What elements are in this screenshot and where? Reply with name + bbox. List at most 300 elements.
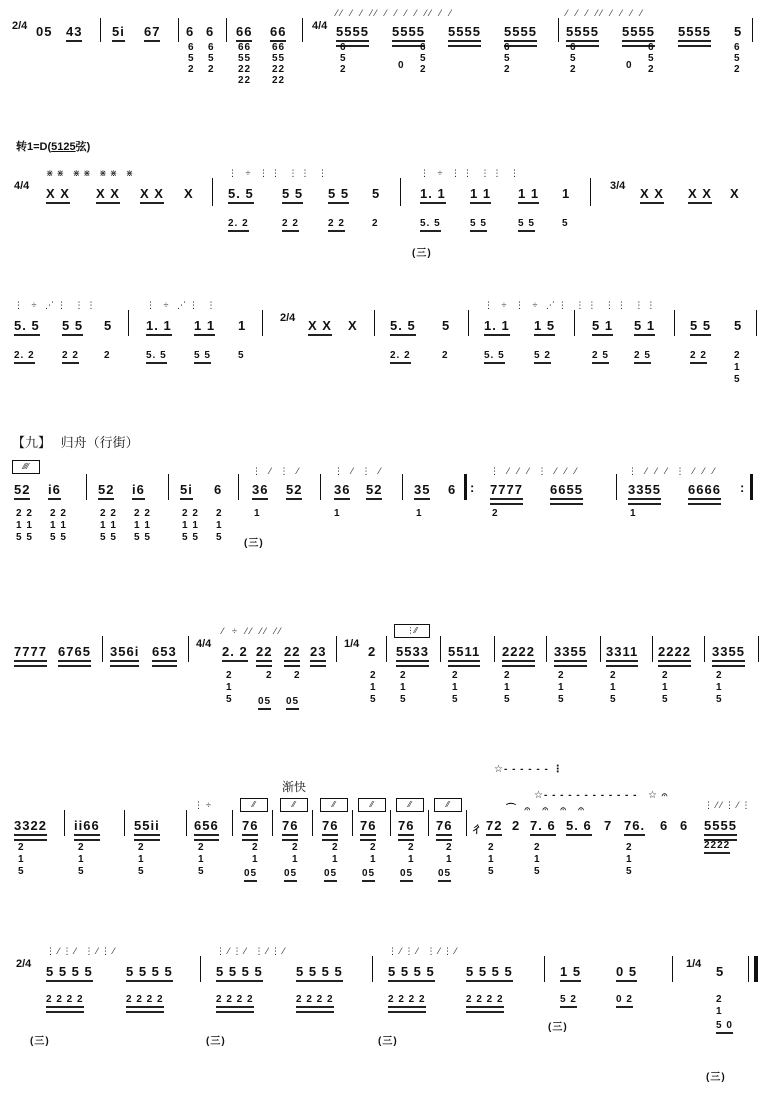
note-group: 2 5 (634, 350, 651, 364)
note-group: 05 (36, 24, 53, 39)
chord-stack: 2 1 5 (488, 842, 495, 877)
barline (440, 636, 441, 662)
note-group: 1 1 (194, 318, 215, 336)
ornament-mark: ☆- - - - - - ⋮ (494, 764, 564, 775)
note-group: 5 5 (328, 186, 349, 204)
repeat-dots: : (470, 480, 476, 495)
note-group: 5511 (448, 644, 480, 662)
note-group: i6 (132, 482, 145, 500)
technique-marks: ⋮ ⁄ ⁄ ⁄ ⋮ ⁄ ⁄ ⁄ (628, 466, 718, 476)
note-group: 6666 (688, 482, 721, 500)
note: 6 (186, 24, 195, 39)
technique-marks: ⋮ ÷ ⋮ ÷ ⋰⋮ ⋮⋮ ⋮⋮ ⋮⋮ (484, 300, 659, 310)
technique-marks: ⋮ ÷ ⋰⋮ ⋮⋮ (14, 300, 99, 310)
note-group: 1. 1 (420, 186, 446, 204)
chord-stack: 6 5 2 (420, 42, 427, 75)
barline (374, 310, 375, 336)
chord-stack: 2 2 1 1 5 5 (134, 508, 151, 543)
section-header (12, 432, 139, 451)
technique-marks: ⁄ ÷ ⁄⁄ ⁄⁄ ⁄⁄ (222, 626, 284, 636)
barline (616, 474, 617, 500)
technique-marks: ⋮ ⁄ ⋮ ⁄ (252, 466, 302, 476)
note-group: 3355 (712, 644, 745, 662)
technique-box: ⋮⁄⁄ (394, 624, 430, 638)
note-group: 5 5 5 5 (46, 964, 93, 982)
time-signature: 4/4 (14, 180, 30, 192)
note-group: 76 (436, 818, 452, 836)
chord-stack: 2 1 5 (504, 670, 511, 705)
note-group: 67 (144, 24, 160, 42)
barline (124, 810, 125, 836)
note: 2 (372, 218, 379, 229)
technique-marks: ⋮ ⁄ ⋮ ⁄ (334, 466, 384, 476)
note-group: 2 5 (592, 350, 609, 364)
chord-stack: 6 5 2 (188, 42, 195, 75)
chord-stack: 2 2 1 1 5 5 (182, 508, 199, 543)
note-group: 5 5 (690, 318, 711, 336)
key-change (16, 138, 90, 154)
repeat-barline (464, 474, 467, 500)
note-group: 5 5 (282, 186, 303, 204)
note-group: 5. 5 (146, 350, 167, 364)
barline (232, 810, 233, 836)
note-group: 23 (310, 644, 326, 662)
note-group: 66 (270, 24, 286, 42)
note: 2 1 5 (734, 350, 741, 385)
note-group: 52 (286, 482, 302, 500)
technique-marks: ⋮⁄⋮⁄ ⋮⁄⋮⁄ (46, 946, 118, 956)
chord-stack: 2 2 1 1 5 5 (100, 508, 117, 543)
barline (390, 810, 391, 836)
note-group: 76 (322, 818, 338, 836)
technique-symbol: (三) (30, 1036, 50, 1047)
note-group: 5533 (396, 644, 429, 662)
note-group: 2222 (704, 840, 730, 854)
note-group: 5 5 (518, 218, 535, 232)
technique-marks: ⋮ ÷ ⋮⋮ ⋮⋮ ⋮ (420, 168, 522, 178)
note-group: 76 (282, 818, 298, 836)
tempo-marking: 渐快 (282, 780, 307, 794)
barline (752, 18, 753, 42)
note-group: 5 5 (470, 218, 487, 232)
chord-stack: 6 5 2 (340, 42, 347, 75)
barline (558, 18, 559, 42)
note-group: 3311 (606, 644, 638, 662)
note-group: 2 2 (328, 218, 345, 232)
chord-stack: 2 1 5 (716, 670, 723, 705)
note: 6 (206, 24, 215, 39)
note-group: 5555 (566, 24, 599, 42)
technique-symbol: (三) (412, 248, 432, 259)
note: 7 (604, 818, 613, 833)
barline (672, 956, 673, 982)
time-signature: 2/4 (280, 312, 296, 324)
barline (402, 474, 403, 500)
note-group: 5 5 (194, 350, 211, 364)
chord-stack: 1 (334, 508, 341, 519)
barline (168, 474, 169, 500)
technique-marks: ⋮⁄⋮⁄ ⋮⁄⋮⁄ (216, 946, 288, 956)
chord-stack: 2 1 5 (370, 670, 377, 705)
note: 2 (368, 644, 377, 659)
chord-stack: 2 (492, 508, 499, 519)
note: 6 (448, 482, 457, 497)
technique-box: ⁄⁄ (280, 798, 308, 812)
chord-stack: 2 1 5 (662, 670, 669, 705)
barline (178, 18, 179, 42)
note: 5 (238, 350, 245, 361)
technique-box: ⁄⁄ (240, 798, 268, 812)
final-barline-thin (748, 956, 749, 982)
note: 2 (104, 350, 111, 361)
note-group: 2 2 (690, 350, 707, 364)
barline (590, 178, 591, 206)
note-group: 2. 2 (390, 350, 411, 364)
barline (128, 310, 129, 336)
note-group: 0 2 (616, 994, 633, 1008)
technique-marks: ⋮⁄⁄⋮⁄⋮ (704, 800, 754, 810)
note-group: 2. 2 (222, 644, 248, 662)
note-group: X X (308, 318, 332, 336)
note-group: 7. 6 (530, 818, 556, 836)
chord-stack: 2 1 (408, 842, 415, 865)
chord-stack: 2 1 5 (138, 842, 145, 877)
note-group: 7777 (490, 482, 523, 500)
note-group: 2 2 2 2 (46, 994, 84, 1008)
barline (372, 956, 373, 982)
chord-stack: 1 (254, 508, 261, 519)
note: X (730, 186, 740, 201)
note-group: X X (140, 186, 164, 204)
note: 1 (562, 186, 571, 201)
chord-stack: 2 1 (252, 842, 259, 865)
note-group: X X (688, 186, 712, 204)
note-group: 05 (400, 868, 413, 882)
chord-stack: 0 (626, 60, 633, 71)
note-group: 36 (252, 482, 268, 500)
note-group: 52 (14, 482, 30, 500)
barline (428, 810, 429, 836)
note-group: 2. 2 (228, 218, 249, 232)
note-group: 5 2 (534, 350, 551, 364)
note: 6 (214, 482, 223, 497)
chord-stack: 1 (416, 508, 423, 519)
note-group: 76 (398, 818, 414, 836)
technique-symbol: (三) (244, 538, 264, 549)
note-group: 5 5 5 5 (216, 964, 263, 982)
note-group: 76 (360, 818, 376, 836)
note-group: 2 2 (282, 218, 299, 232)
chord-stack: 2 1 5 (534, 842, 541, 877)
barline (758, 636, 759, 662)
technique-box: ⁄⁄⁄⁄ (12, 460, 40, 474)
note-group: 5. 5 (228, 186, 254, 204)
note-group: 5555 (336, 24, 369, 42)
note-group: 05 (284, 868, 297, 882)
note: 6 (680, 818, 689, 833)
technique-symbol: (三) (548, 1022, 568, 1033)
chord-stack: 6 5 2 (570, 42, 577, 75)
chord-stack: 2 2 1 1 5 5 (50, 508, 67, 543)
chord-stack: 2 1 (716, 994, 723, 1017)
ornament-mark: ☆- - - - - - - - - - - - (534, 790, 638, 801)
chord-stack: 1 (630, 508, 637, 519)
barline (272, 810, 273, 836)
chord-stack: 2 1 5 (400, 670, 407, 705)
chord-stack: 6 5 2 (208, 42, 215, 75)
note-group: 5. 5 (390, 318, 416, 336)
key-change-label: 转1=D( (16, 141, 52, 153)
note: 5 (104, 318, 113, 333)
note: 5 (734, 24, 743, 39)
note: 1 (238, 318, 247, 333)
technique-box: ⁄⁄ (396, 798, 424, 812)
note-group: 5 1 (592, 318, 613, 336)
chord-stack: 2 (294, 670, 301, 681)
barline (226, 18, 227, 42)
barline (64, 810, 65, 836)
barline (186, 810, 187, 836)
note-group: 5 2 (560, 994, 577, 1008)
time-signature: 1/4 (686, 958, 702, 970)
barline (704, 636, 705, 662)
note-group: 5 0 (716, 1020, 733, 1034)
chord-stack: 2 1 (446, 842, 453, 865)
note-group: 2 2 2 2 (388, 994, 426, 1008)
note-group: 1 1 (470, 186, 491, 204)
technique-symbol: (三) (378, 1036, 398, 1047)
note: 5 (562, 218, 569, 229)
barline (188, 636, 189, 662)
note-group: 5. 5 (14, 318, 40, 336)
note-group: 2. 2 (14, 350, 35, 364)
barline (238, 474, 239, 500)
note-group: 3322 (14, 818, 47, 836)
chord-stack: 66 55 22 22 (238, 42, 252, 86)
note-group: 76 (242, 818, 258, 836)
note-group: 656 (194, 818, 219, 836)
note-group: ii66 (74, 818, 100, 836)
chord-stack: 6 5 2 (648, 42, 655, 75)
barline (546, 636, 547, 662)
note-group: 2 2 2 2 (126, 994, 164, 1008)
note-group: 2 2 2 2 (216, 994, 254, 1008)
note-group: i6 (48, 482, 61, 500)
chord-stack: 2 1 5 (452, 670, 459, 705)
barline (494, 636, 495, 662)
technique-marks: ⋮ ⁄ ⁄ ⁄ ⋮ ⁄ ⁄ ⁄ (490, 466, 580, 476)
note-group: 05 (438, 868, 451, 882)
time-signature: 4/4 (196, 638, 212, 650)
fermata-marks: ☆ 𝄐 (648, 790, 669, 801)
note-group: 1 5 (560, 964, 581, 982)
note: X (184, 186, 194, 201)
note-group: 7777 (14, 644, 47, 662)
section-title: 归舟（行街） (60, 435, 139, 450)
barline (574, 310, 575, 336)
technique-symbol: (三) (206, 1036, 226, 1047)
time-signature: 1/4 (344, 638, 360, 650)
note-group: 5555 (392, 24, 425, 42)
barline (102, 636, 103, 662)
note-group: 66 (236, 24, 252, 42)
barline (400, 178, 401, 206)
technique-marks: ⋮ ÷ ⋮⋮ ⋮⋮ ⋮ (228, 168, 330, 178)
note-group: 43 (66, 24, 82, 42)
note-group: 05 (286, 696, 299, 710)
chord-stack: 2 1 5 (610, 670, 617, 705)
chord-stack: 2 1 (332, 842, 339, 865)
note: 2 (512, 818, 521, 833)
section-marker: 【九】 (12, 435, 52, 450)
note-group: 76. (624, 818, 645, 836)
note-group: 653 (152, 644, 177, 662)
note-group: 5. 5 (484, 350, 505, 364)
note-group: 3355 (628, 482, 661, 500)
note-group: 1 1 (518, 186, 539, 204)
note-group: 5 5 (62, 318, 83, 336)
note-group: 5555 (448, 24, 481, 42)
note-group: 0 5 (616, 964, 637, 982)
note-group: X X (96, 186, 120, 204)
note-group: 3355 (554, 644, 587, 662)
barline (100, 18, 101, 42)
time-signature: 2/4 (12, 20, 28, 32)
barline (468, 310, 469, 336)
technique-marks: ⋮⁄⋮⁄ ⋮⁄⋮⁄ (388, 946, 460, 956)
chord-stack: 2 2 1 1 5 5 (16, 508, 33, 543)
time-signature: 2/4 (16, 958, 32, 970)
note-group: 5i (180, 482, 193, 500)
barline (336, 636, 337, 662)
chord-stack: 0 (398, 60, 405, 71)
chord-stack: 2 1 5 (216, 508, 223, 543)
note-group: 5 5 5 5 (466, 964, 513, 982)
note-group: 22 (256, 644, 272, 662)
note-group: 2 2 (62, 350, 79, 364)
note: 5 (442, 318, 451, 333)
chord-stack: 2 1 (292, 842, 299, 865)
glissando-mark: ㄔ (470, 821, 485, 836)
chord-stack: 66 55 22 22 (272, 42, 286, 86)
barline (200, 956, 201, 982)
technique-box: ⁄⁄ (358, 798, 386, 812)
note-group: 36 (334, 482, 350, 500)
note-group: 5. 5 (420, 218, 441, 232)
note-group: 72 (486, 818, 502, 836)
note-group: 05 (244, 868, 257, 882)
note-group: 35 (414, 482, 430, 500)
chord-stack: 2 1 5 (226, 670, 233, 705)
barline (212, 178, 213, 206)
barline (466, 810, 467, 836)
chord-stack: 2 1 5 (78, 842, 85, 877)
note-group: 5 1 (634, 318, 655, 336)
time-signature: 3/4 (610, 180, 626, 192)
note: 2 (442, 350, 449, 361)
chord-stack: 2 1 (370, 842, 377, 865)
chord-stack: 2 (266, 670, 273, 681)
note-group: 05 (362, 868, 375, 882)
note-group: 05 (258, 696, 271, 710)
note-group: 5555 (678, 24, 711, 42)
technique-marks: ⁄⁄ ⁄ ⁄ ⁄⁄ ⁄ ⁄ ⁄ ⁄ ⁄⁄ ⁄ ⁄ (336, 8, 455, 18)
barline (674, 310, 675, 336)
note-group: 2222 (658, 644, 691, 662)
technique-marks: ⋇⋇ ⋇⋇ ⋇⋇ ⋇ (46, 168, 137, 178)
note-group: 2 2 2 2 (296, 994, 334, 1008)
barline (352, 810, 353, 836)
barline (86, 474, 87, 500)
note-group: 6765 (58, 644, 91, 662)
note-group: 5555 (504, 24, 537, 42)
technique-box: ⁄⁄ (434, 798, 462, 812)
technique-box: ⁄⁄ (320, 798, 348, 812)
note-group: 05 (324, 868, 337, 882)
chord-stack: 2 1 5 (626, 842, 633, 877)
barline (386, 636, 387, 662)
technique-symbol: (三) (706, 1072, 726, 1083)
note-group: 55ii (134, 818, 160, 836)
note-group: 1. 1 (484, 318, 510, 336)
repeat-barline (750, 474, 753, 500)
barline (600, 636, 601, 662)
note-group: 52 (366, 482, 382, 500)
barline (302, 18, 303, 42)
barline (652, 636, 653, 662)
note-group: 2222 (502, 644, 535, 662)
key-change-notes: 5125 (51, 141, 76, 153)
note-group: 5. 6 (566, 818, 592, 836)
barline (312, 810, 313, 836)
note-group: X X (46, 186, 70, 204)
note-group: 5 5 5 5 (126, 964, 173, 982)
note: 6 (660, 818, 669, 833)
note-group: X X (640, 186, 664, 204)
chord-stack: 6 5 2 (504, 42, 511, 75)
technique-marks: ⁄ ⁄ ⁄ ⁄⁄ ⁄ ⁄ ⁄ ⁄ (566, 8, 646, 18)
note: 5 (734, 318, 743, 333)
barline (320, 474, 321, 500)
fermata-marks: ⌒ 𝄐 𝄐 𝄐 𝄐 (506, 804, 585, 815)
note-group: 1. 1 (146, 318, 172, 336)
note-group: 1 5 (534, 318, 555, 336)
chord-stack: 2 1 5 (18, 842, 25, 877)
note-group: 5 5 5 5 (296, 964, 343, 982)
chord-stack: 2 1 5 (558, 670, 565, 705)
note: 5 (716, 964, 725, 979)
technique-marks: ⋮ ÷ ⋰⋮ ⋮ (146, 300, 219, 310)
note-group: 6655 (550, 482, 583, 500)
chord-stack: 2 1 5 (198, 842, 205, 877)
repeat-dots: : (740, 480, 746, 495)
final-barline-thick (754, 956, 758, 982)
note-group: 52 (98, 482, 114, 500)
barline (544, 956, 545, 982)
note: X (348, 318, 358, 333)
chord-stack: 6 5 2 (734, 42, 741, 75)
note-group: 5555 (704, 818, 737, 836)
technique-marks: ⋮÷ (194, 800, 214, 810)
note-group: 2 2 2 2 (466, 994, 504, 1008)
note-group: 5i (112, 24, 125, 42)
note-group: 5555 (622, 24, 655, 42)
barline (756, 310, 757, 336)
time-signature: 4/4 (312, 20, 328, 32)
note-group: 356i (110, 644, 139, 662)
key-change-suffix: 弦) (75, 141, 91, 153)
note: 5 (372, 186, 381, 201)
